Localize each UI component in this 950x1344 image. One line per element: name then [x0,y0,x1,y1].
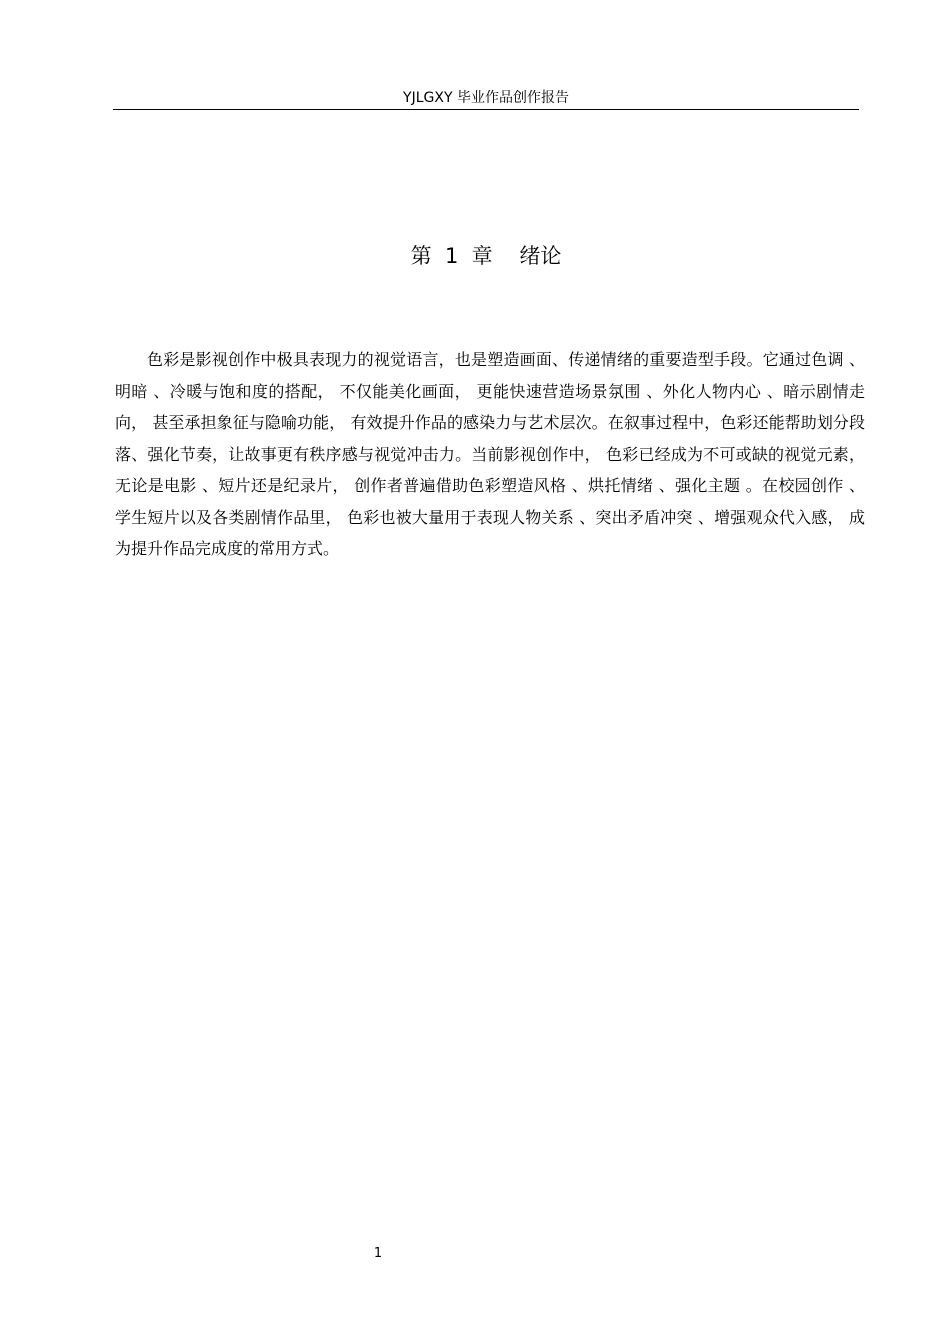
chapter-title: 第 1 章 绪论 [410,244,562,268]
body-paragraph: 色彩是影视创作中极具表现力的视觉语言，也是塑造画面、传递情绪的重要造型手段。它通过色调 、明暗 、冷暖与饱和度的搭配， 不仅能美化画面， 更能快速营造场景氛围 、外化人物内心 、暗示剧情走向， 甚至承担象征与隐喻功能， 有效提升作品的感染力与艺术层次。在叙事过程中，色彩还能帮助划分段落、强化节奏，让故事更有秩序感与视觉冲击力。当前影视创作中， 色彩已经成为不可或缺的视觉元素， 无论是电影 、短片还是纪录片， 创作者普遍借助色彩塑造风格 、烘托情绪 、强化主题 。在校园创作 、学生短片以及各类剧情作品里， 色彩也被大量用于表现人物关系 、突出矛盾冲突 、增强观众代入感， 成为提升作品完成度的常用方式。 [115,350,871,558]
page-number: 1 [373,1246,383,1261]
header-title: YJLGXY 毕业作品创作报告 [403,90,569,106]
page-header [113,88,859,110]
